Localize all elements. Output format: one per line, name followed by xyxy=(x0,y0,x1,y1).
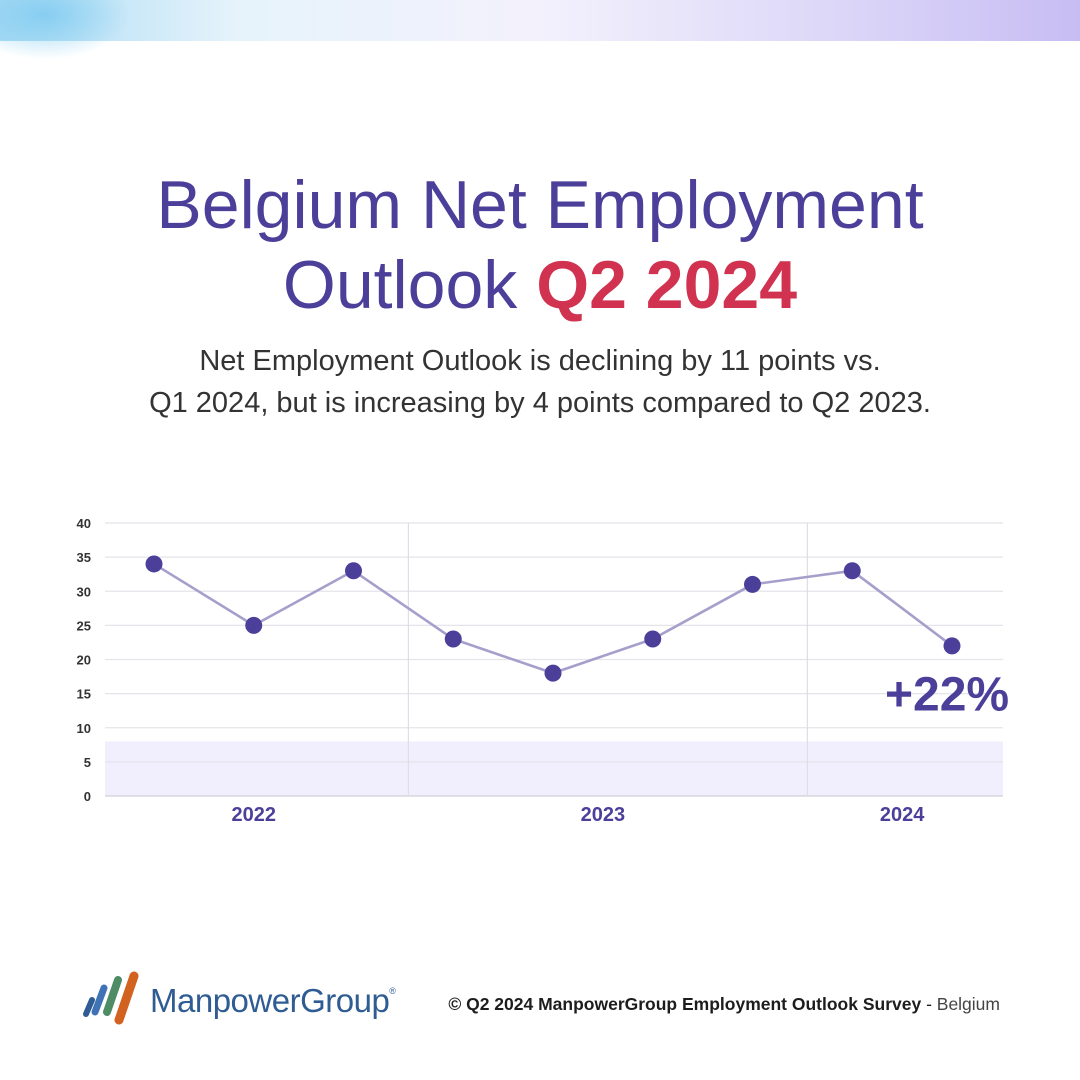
subtitle-line1: Net Employment Outlook is declining by 11 points vs. xyxy=(199,345,881,377)
data-point xyxy=(545,665,562,682)
y-tick-label: 0 xyxy=(83,789,91,804)
annotation-label: +22% xyxy=(885,668,1010,722)
manpowergroup-logo xyxy=(80,968,400,1030)
brand-name xyxy=(150,982,395,1020)
line-chart-svg xyxy=(0,500,1080,840)
subtitle xyxy=(0,340,1080,424)
title-accent: Q2 2024 xyxy=(536,247,798,323)
data-point xyxy=(146,555,163,572)
data-point xyxy=(245,617,262,634)
title-line2-main: Outlook xyxy=(282,247,518,323)
employment-outlook-chart xyxy=(0,500,1080,840)
shaded-band xyxy=(105,741,1003,796)
y-tick-label: 5 xyxy=(83,754,91,770)
copyright-note xyxy=(448,994,1000,1015)
x-group-label: 2024 xyxy=(879,804,925,826)
copyright-country: Belgium xyxy=(936,994,1000,1014)
y-tick-label: 20 xyxy=(76,652,91,668)
subtitle-line2: Q1 2024, but is increasing by 4 points compared to Q2 2023. xyxy=(149,387,931,419)
x-group-label: 2022 xyxy=(231,804,276,826)
series-line xyxy=(154,564,952,673)
y-tick-label: 10 xyxy=(76,720,91,736)
registered-mark: ® xyxy=(389,986,396,996)
y-tick-label: 30 xyxy=(76,584,91,600)
x-group-label: 2023 xyxy=(580,804,626,826)
y-tick-label: 35 xyxy=(76,550,91,566)
page-title xyxy=(0,165,1080,325)
data-point xyxy=(944,637,961,654)
logo-stripes-icon xyxy=(80,968,144,1030)
data-point xyxy=(445,631,462,648)
data-point xyxy=(644,631,661,648)
y-tick-label: 40 xyxy=(76,516,91,531)
copyright-separator: - xyxy=(921,994,937,1014)
data-point xyxy=(744,576,761,593)
y-tick-label: 25 xyxy=(76,618,91,634)
title-line1: Belgium Net Employment xyxy=(156,167,924,243)
top-band-glow xyxy=(0,0,130,60)
brand-name-text: ManpowerGroup xyxy=(150,982,390,1019)
top-gradient-band xyxy=(0,0,1080,41)
y-tick-label: 15 xyxy=(76,686,91,702)
data-point xyxy=(844,562,861,579)
data-point xyxy=(345,562,362,579)
copyright-text: © Q2 2024 ManpowerGroup Employment Outlook Survey xyxy=(448,994,922,1014)
